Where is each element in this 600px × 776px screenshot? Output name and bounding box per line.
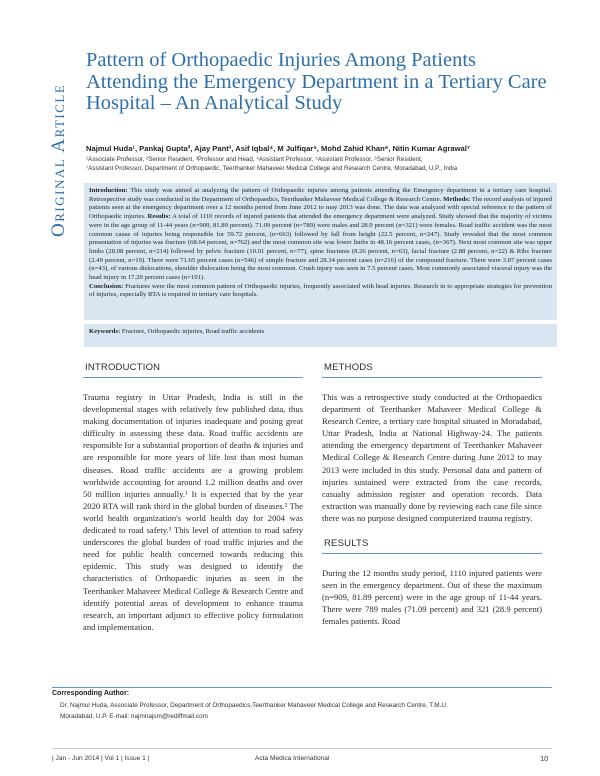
abstract-results-label: Results: bbox=[147, 213, 171, 221]
abstract-conclusion-text: Fractures were the most common pattern of Orthopaedic injuries, frequently associated with head injuries. Research in to appropriate strategies for prevention of injuries, especially RTA is required in tertiary care hospitals. bbox=[89, 282, 552, 299]
corresponding-line-1: Dr. Najmul Huda, Associate Professor, Department of Orthopaedics,Teerthanker Mahaveer Medical College and Research Centre, T.M.U. bbox=[60, 702, 448, 709]
footer-issue: | Jan - Jun 2014 | Vol 1 | Issue 1 | bbox=[52, 755, 150, 762]
right-column bbox=[322, 360, 542, 628]
page-number: 10 bbox=[540, 754, 549, 763]
abstract-results-text: A total of 1110 records of injured patients that attended the emergency department were analyzed. Study showed that the majority of victims were in the age group of 11-44 years (n=909, 81.89 percent). 71.09 percent (n=789) were males and 28.9 percent (n=321) were females. Road traffic accident was the most common cause of injuries being responsible for 59.72 percent, (n=663) followed by fall from height (22.5 percent, n=247). Study revealed that the most common presentation of injuries was fracture (68.64 percent, n=762) and the most common site was lower limbs in 48.16 percent cases, (n=367). Next most common site was upper limbs (28.08 percent, n=214) followed by pelvic fracture (10.01 percent, n=77), spine fractures (8.26 percent, n=63), facial fracture (2.88 percent, n=22) & Ribs fracture (2.49 percent, n=19). There were 71.65 percent cases (n=546) of simple fracture and 28.34 percent cases (n=216) of the compound fracture. There were 3.87 percent cases (n=43), of various dislocations, shoulder dislocation being the most common. Crush injury was seen in 7.5 percent cases. Most commonly associated visceral injury was the head injury in 17.20 percent cases (n=191). bbox=[89, 213, 552, 282]
corresponding-author-details bbox=[60, 701, 530, 722]
affiliation-line-1: ¹Associate Professor, ²Senior Resident, ³Professor and Head, ⁴Assistant Professor, ⁵Assistant Professor, ⁶Senior Resident, bbox=[86, 156, 423, 163]
corresponding-author-label: Corresponding Author: bbox=[52, 690, 130, 697]
keywords-label: Keywords: bbox=[89, 328, 121, 335]
corresponding-rule bbox=[52, 687, 552, 688]
abstract-text bbox=[89, 187, 552, 283]
left-column bbox=[83, 360, 303, 633]
abstract-methods-text: The record analysis of injured patients seen at the emergency department over a 12 months period from June 2012 to may 2013 was done. The data was analyzed with special reference to the pattern of Orthopaedic injuries. bbox=[89, 195, 552, 221]
abstract-conclusion-label: Conclusion: bbox=[89, 282, 124, 290]
introduction-text: Trauma registry in Uttar Pradesh, India is still in the developmental stages with relatively few published data, thus making documentation of injuries inadequate and posing great difficulty in assessing these data. Road traffic accidents are responsible for a substantial proportion of deaths & injuries and are responsible for more years of life lost than most human diseases. Road traffic accidents are a growing problem worldwide accounting for around 1.2 million deaths and over 50 million injuries annually.¹ It is expected that by the year 2020 RTA will rank third in the global burden of diseases.² The world health organization's world health day for 2004 was dedicated to road safety.³ This level of attention to road safety underscores the global burden of road traffic injuries and the need for public health concerned towards reducing this epidemic. This study was designed to identify the characteristics of Orthopaedic injuries as seen in the Teerthanker Mahaveer Medical College & Research Centre and identify potential areas of development to enhance trauma research, an important adjunct to effective policy formulation and implementation. bbox=[83, 392, 303, 632]
methods-rule bbox=[322, 377, 542, 378]
methods-heading: METHODS bbox=[324, 362, 373, 373]
abstract-intro-text: This study was aimed at analyzing the pattern of Orthopaedic injuries among patients attending the Emergency department in a tertiary care hospital. Retrospective study was conducted in the Department of Orthopaedics, Teerthanker Mahaveer Medical College & Research Centre. bbox=[89, 187, 552, 203]
abstract-box bbox=[84, 183, 557, 320]
introduction-heading: INTRODUCTION bbox=[85, 362, 161, 373]
results-text: During the 12 months study period, 1110 injured patients were seen in the emergency department. Out of these the maximum (n=909, 81.89 percent) were in the age group of 11-44 years. There were 789 males (71.09 percent) and 321 (28.9 percent) females patients. Road bbox=[322, 568, 542, 627]
abstract-methods-label: Methods: bbox=[443, 195, 471, 203]
corresponding-line-2: Moradabad, U.P. E-mail: najmnajsm@rediffmail.com bbox=[60, 712, 208, 720]
methods-text: This was a retrospective study conducted at the Orthopaedics department of Teerthanker Mahaveer Medical College & Research Centre, a tertiary care hospital situated in Moradabad, Uttar Pradesh, India at National Highway-24. The patients attending the emergency department of Teerthanker Mahaveer Medical College & Research Centre during June 2012 to may 2013 were included in this study. Personal data and pattern of injuries sustained were extracted from the case records, casualty admission register and operation records. Data extraction was manually done by reviewing each case file since there was no purpose designed computerized trauma registry. bbox=[322, 392, 542, 523]
results-rule bbox=[322, 553, 542, 554]
abstract-intro-label: Introduction: bbox=[89, 187, 128, 194]
abstract-conclusion bbox=[89, 283, 552, 300]
footer-journal: Acta Medica International bbox=[255, 755, 330, 762]
article-title: Pattern of Orthopaedic Injuries Among Patients Attending the Emergency Department in a Tertiary Care Hospital – An Analytical Study bbox=[86, 49, 547, 114]
author-list: Najmul Huda¹, Pankaj Gupta², Ajay Pant³, Asif Iqbal⁴, M Julfiqar⁵, Mohd Zahid Khan⁶, Nitin Kumar Agrawal⁷ bbox=[86, 144, 470, 153]
affiliation-line-2: ⁷Assistant Professor, Department of Orthopaedic, Teerthanker Mahaveer Medical College and Research Centre, Moradabad, U.P., India bbox=[86, 165, 458, 172]
footer-rule bbox=[52, 748, 552, 749]
article-type-label: Original Article bbox=[48, 83, 69, 237]
keywords-text: Fracture, Orthopaedic injuries, Road traffic accidents bbox=[120, 328, 265, 335]
results-heading: RESULTS bbox=[324, 538, 369, 550]
keywords-box bbox=[84, 324, 557, 347]
affiliations bbox=[86, 155, 566, 173]
introduction-rule bbox=[83, 377, 303, 378]
